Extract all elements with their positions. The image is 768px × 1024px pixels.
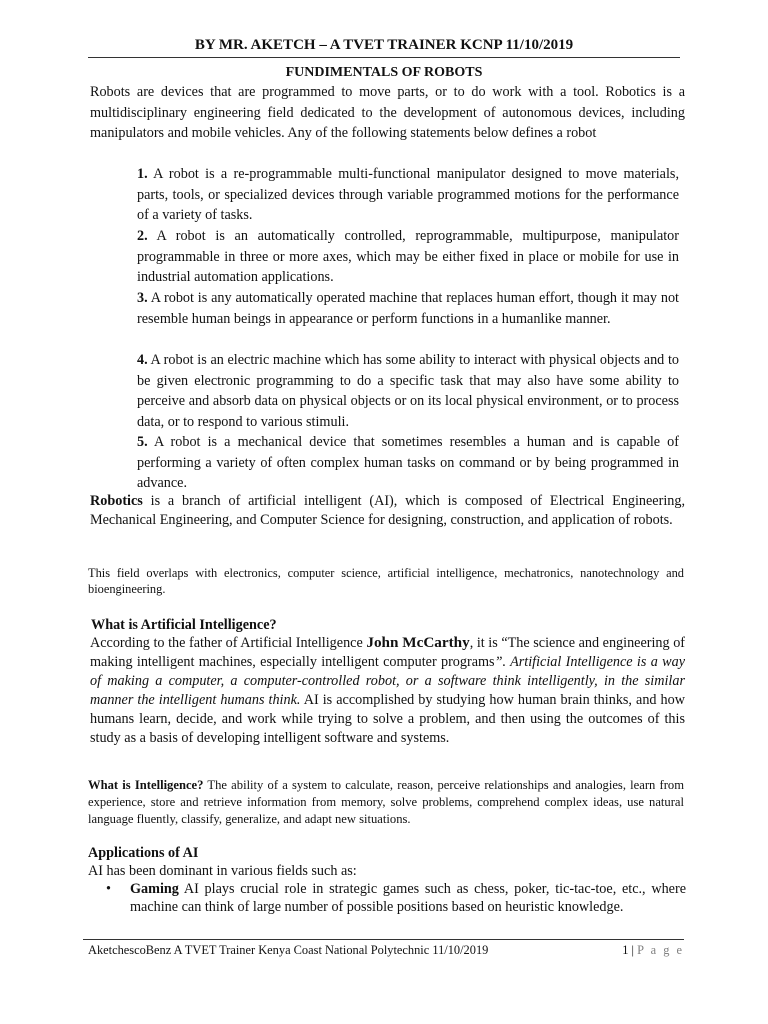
bullet-icon: • xyxy=(106,881,111,897)
intelligence-paragraph xyxy=(88,777,684,828)
definition-number: 3. xyxy=(137,290,148,306)
definition-4 xyxy=(137,350,679,432)
footer-rule xyxy=(83,939,684,940)
bullet-description: AI plays crucial role in strategic games such as chess, poker, tic-tac-toe, etc., where machine can think of large number of possible positions based on heuristic knowledge. xyxy=(130,881,686,915)
definition-text: A robot is a re-programmable multi-functional manipulator designed to move materials, parts, tools, or specialized devices through variable programmed motions for the performance of a variety of tasks. xyxy=(137,166,679,223)
definition-1 xyxy=(137,164,679,226)
applications-intro: AI has been dominant in various fields such as: xyxy=(88,863,357,879)
header-rule xyxy=(88,57,680,58)
ai-text-1: According to the father of Artificial Intelligence xyxy=(90,635,367,651)
definition-number: 1. xyxy=(137,166,148,182)
ai-heading: What is Artificial Intelligence? xyxy=(91,617,277,633)
page-separator: | xyxy=(628,943,638,957)
intelligence-text: The ability of a system to calculate, reason, perceive relationships and analogies, learn from experience, store and retrieve information from memory, solve problems, comprehend complex ideas, use natural language fluently, classify, generalize, and adapt new situations. xyxy=(88,778,684,826)
definition-text: A robot is an electric machine which has some ability to interact with physical objects and to be given electronic programming to do a specific task that may also have some ability to perceive and absorb data on physical objects or on its local physical environment, or to process data, or to respond to various stimuli. xyxy=(137,352,679,430)
bullet-term: Gaming xyxy=(130,881,179,897)
robotics-paragraph xyxy=(90,492,685,530)
page-header: BY MR. AKETCH – A TVET TRAINER KCNP 11/10/2019 xyxy=(194,37,574,53)
ai-italic-definition: ”. Artificial Intelligence is a way of making a computer, a computer-controlled robot, or a software think intelligently, in the similar manner the intelligent humans think. xyxy=(90,654,685,708)
list-item xyxy=(106,880,686,916)
footer-text: AketchescoBenz A TVET Trainer Kenya Coast National Polytechnic 11/10/2019 xyxy=(88,943,489,957)
applications-heading: Applications of AI xyxy=(88,845,199,861)
robotics-term: Robotics xyxy=(90,493,143,509)
definition-number: 5. xyxy=(137,434,148,450)
page-number xyxy=(622,942,684,958)
definition-5 xyxy=(137,432,679,494)
page-word: P a g e xyxy=(637,943,684,957)
document-title: FUNDIMENTALS OF ROBOTS xyxy=(285,65,483,80)
page-number-value: 1 xyxy=(622,943,629,957)
definition-number: 4. xyxy=(137,352,148,368)
definition-2 xyxy=(137,226,679,288)
definition-3 xyxy=(137,288,679,329)
overlap-paragraph: This field overlaps with electronics, computer science, artificial intelligence, mechatronics, nanotechnology and bioengineering. xyxy=(88,566,684,596)
bullet-text xyxy=(130,880,686,916)
definition-text: A robot is a mechanical device that sometimes resembles a human and is capable of performing a variety of often complex human tasks on command or by being programmed in advance. xyxy=(137,434,679,491)
ai-text-2: , it is “The science and engineering of making intelligent machines, especially intelligent computer programs xyxy=(90,635,686,670)
robotics-text: is a branch of artificial intelligent (AI), which is composed of Electrical Engineering, Mechanical Engineering, and Computer Science for designing, construction, and application of robots. xyxy=(90,493,685,528)
definition-text: A robot is an automatically controlled, reprogrammable, multipurpose, manipulator programmable in three or more axes, which may be either fixed in place or mobile for use in industrial automation applications. xyxy=(137,228,679,285)
intro-paragraph: Robots are devices that are programmed to move parts, or to do work with a tool. Robotics is a multidisciplinary engineering field dedicated to the development of autonomous devices, including manipulators and mobile vehicles. Any of the following statements below defines a robot xyxy=(90,84,685,141)
definition-number: 2. xyxy=(137,228,148,244)
ai-text-3: AI is accomplished by studying how human brain thinks, and how humans learn, decide, and work while trying to solve a problem, and then using the outcomes of this study as a basis of developing intelligent software and systems. xyxy=(90,692,685,746)
ai-person-name: John McCarthy xyxy=(366,634,470,651)
ai-paragraph xyxy=(90,633,685,748)
intelligence-term: What is Intelligence? xyxy=(88,778,204,792)
definition-text: A robot is any automatically operated machine that replaces human effort, though it may not resemble human beings in appearance or perform functions in a humanlike manner. xyxy=(137,290,679,327)
